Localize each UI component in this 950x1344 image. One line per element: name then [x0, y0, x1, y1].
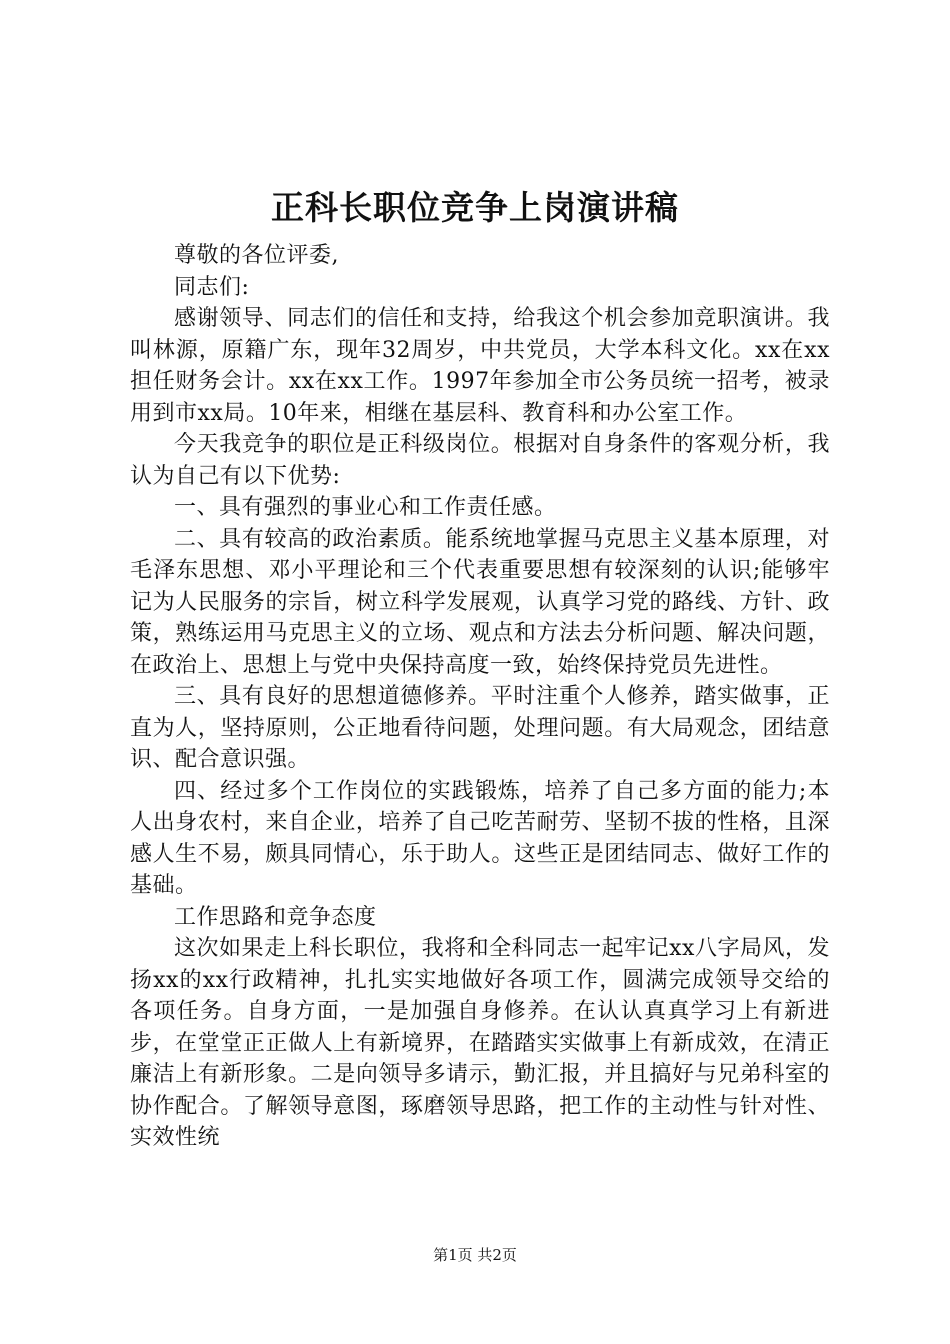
body-paragraph: 四、经过多个工作岗位的实践锻炼，培养了自己多方面的能力;本人出身农村，来自企业，培养了自己吃苦耐劳、坚韧不拔的性格，且深感人生不易，颇具同情心，乐于助人。这些正是团结同志、做好工作的基础。	[130, 778, 830, 898]
body-paragraph: 一、具有强烈的事业心和工作责任感。	[174, 495, 557, 520]
document-title: 正科长职位竞争上岗演讲稿	[271, 188, 679, 227]
body-paragraph: 三、具有良好的思想道德修养。平时注重个人修养，踏实做事，正直为人，坚持原则，公正地看待问题，处理问题。有大局观念，团结意识、配合意识强。	[130, 684, 830, 772]
section-heading: 工作思路和竞争态度	[174, 904, 377, 930]
page-footer: 第1页 共2页	[433, 1246, 517, 1264]
body-paragraph: 今天我竞争的职位是正科级岗位。根据对自身条件的客观分析，我认为自己有以下优势:	[130, 432, 830, 489]
body-paragraph: 感谢领导、同志们的信任和支持，给我这个机会参加竞职演讲。我叫林源，原籍广东，现年32周岁，中共党员，大学本科文化。xx在xx担任财务会计。xx在xx工作。1997年参加全市公务员统一招考，被录用到市xx局。10年来，相继在基层科、教育科和办公室工作。	[130, 306, 830, 426]
document-body	[130, 240, 830, 1154]
body-paragraph: 这次如果走上科长职位，我将和全科同志一起牢记xx八字局风，发扬xx的xx行政精神，扎扎实实地做好各项工作，圆满完成领导交给的各项任务。自身方面，一是加强自身修养。在认认真真学习上有新进步，在堂堂正正做人上有新境界，在踏踏实实做事上有新成效，在清正廉洁上有新形象。二是向领导多请示，勤汇报，并且搞好与兄弟科室的协作配合。了解领导意图，琢磨领导思路，把工作的主动性与针对性、实效性统	[130, 936, 830, 1150]
body-paragraph: 二、具有较高的政治素质。能系统地掌握马克思主义基本原理，对毛泽东思想、邓小平理论和三个代表重要思想有较深刻的认识;能够牢记为人民服务的宗旨，树立科学发展观，认真学习党的路线、方针、政策，熟练运用马克思主义的立场、观点和方法去分析问题、解决问题，在政治上、思想上与党中央保持高度一致，始终保持党员先进性。	[130, 526, 830, 678]
salutation-line: 同志们:	[174, 274, 250, 300]
salutation-line: 尊敬的各位评委,	[174, 243, 339, 268]
